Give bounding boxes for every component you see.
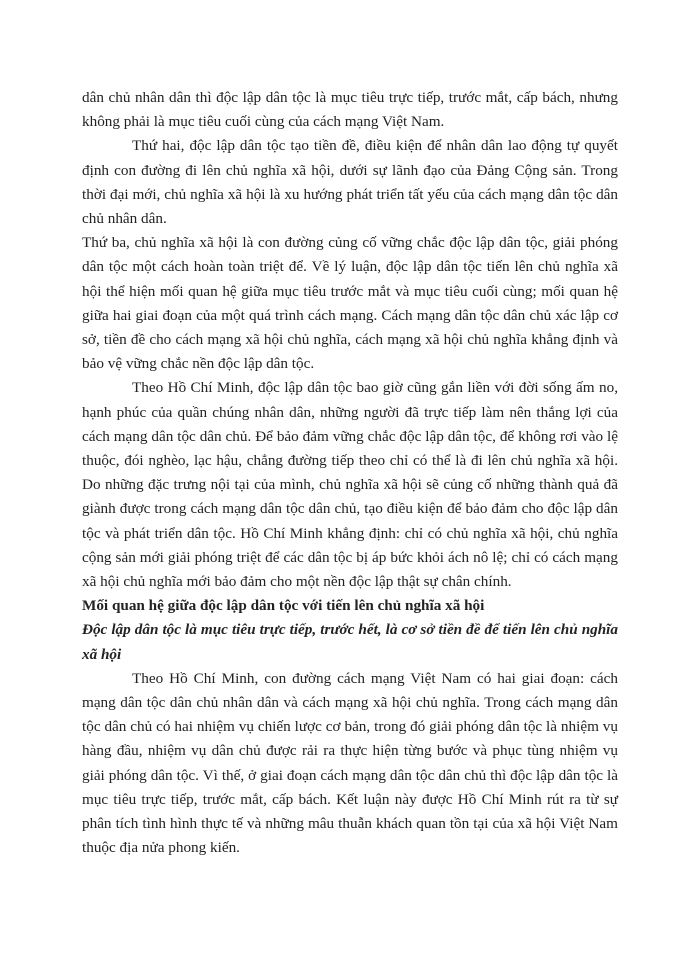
document-page <box>82 86 618 861</box>
paragraph-continuation: dân chủ nhân dân thì độc lập dân tộc là mục tiêu trực tiếp, trước mắt, cấp bách, nhưng không phải là mục tiêu cuối cùng của cách mạng Việt Nam. <box>82 89 618 131</box>
section-subheading: Độc lập dân tộc là mục tiêu trực tiếp, trước hết, là cơ sở tiền đề để tiến lên chủ nghĩa xã hội <box>82 621 618 663</box>
paragraph-ho-chi-minh-view: Theo Hồ Chí Minh, độc lập dân tộc bao giờ cũng gắn liền với đời sống ấm no, hạnh phúc của quần chúng nhân dân, những người đã trực tiếp làm nên thắng lợi của cách mạng dân tộc dân chủ. Để bảo đảm vững chắc độc lập dân tộc, để không rơi vào lệ thuộc, đói nghèo, lạc hậu, chẳng đường tiếp theo chỉ có thể là đi lên chủ nghĩa xã hội. Do những đặc trưng nội tại của mình, chủ nghĩa xã hội sẽ củng cố những thành quả đã giành được trong cách mạng dân tộc dân chủ, tạo điều kiện để bảo đảm cho độc lập dân tộc và phát triển dân tộc. Hồ Chí Minh khẳng định: chỉ có chủ nghĩa xã hội, chủ nghĩa cộng sản mới giải phóng triệt để các dân tộc bị áp bức khỏi ách nô lệ; chỉ có cách mạng xã hội chủ nghĩa mới bảo đảm cho một nền độc lập thật sự chân chính. <box>82 379 618 591</box>
paragraph-two-stages: Theo Hồ Chí Minh, con đường cách mạng Việt Nam có hai giai đoạn: cách mạng dân tộc dân chủ nhân dân và cách mạng xã hội chủ nghĩa. Trong cách mạng dân tộc dân chủ có hai nhiệm vụ chiến lược cơ bản, trong đó giải phóng dân tộc là nhiệm vụ hàng đầu, nhiệm vụ dân chủ được rải ra thực hiện từng bước và phục tùng nhiệm vụ giải phóng dân tộc. Vì thế, ở giai đoạn cách mạng dân tộc dân chủ thì độc lập dân tộc là mục tiêu trực tiếp, trước mắt, cấp bách. Kết luận này được Hồ Chí Minh rút ra từ sự phân tích tình hình thực tế và những mâu thuẫn khách quan tồn tại của xã hội Việt Nam thuộc địa nửa phong kiến. <box>82 669 618 857</box>
paragraph-third-point: Thứ ba, chủ nghĩa xã hội là con đường củng cố vững chắc độc lập dân tộc, giải phóng dân tộc một cách hoàn toàn triệt để. Về lý luận, độc lập dân tộc tiến lên chủ nghĩa xã hội thể hiện mối quan hệ giữa mục tiêu trước mắt và mục tiêu cuối cùng; mối quan hệ giữa hai giai đoạn của một quá trình cách mạng. Cách mạng dân tộc dân chủ xác lập cơ sở, tiền đề cho cách mạng xã hội chủ nghĩa, cách mạng xã hội chủ nghĩa khẳng định và bảo vệ vững chắc nền độc lập dân tộc. <box>82 234 618 373</box>
section-heading: Mối quan hệ giữa độc lập dân tộc với tiến lên chủ nghĩa xã hội <box>82 597 485 615</box>
paragraph-second-point: Thứ hai, độc lập dân tộc tạo tiền đề, điều kiện để nhân dân lao động tự quyết định con đường đi lên chủ nghĩa xã hội, dưới sự lãnh đạo của Đảng Cộng sản. Trong thời đại mới, chủ nghĩa xã hội là xu hướng phát triển tất yếu của cách mạng dân tộc dân chủ nhân dân. <box>82 137 618 228</box>
